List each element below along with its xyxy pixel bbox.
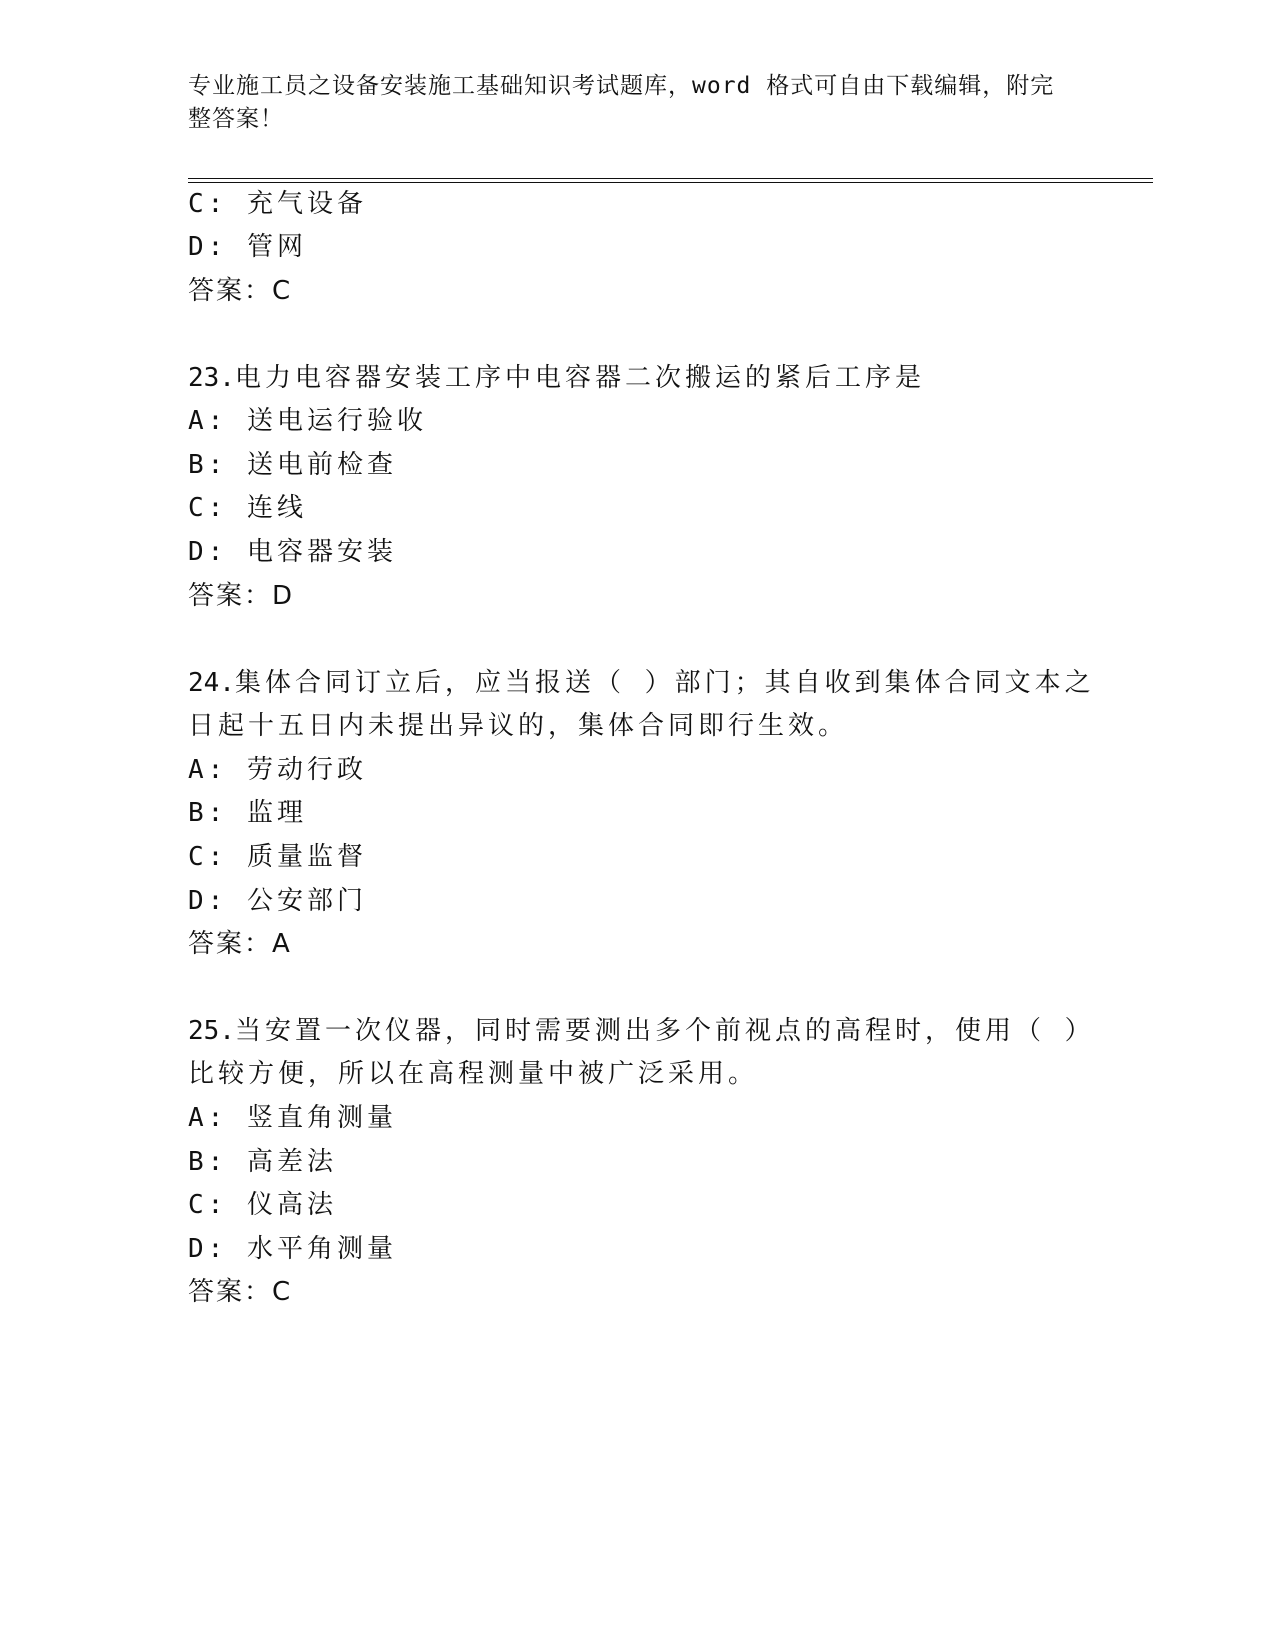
- question-25-option-b: [188, 1146, 337, 1178]
- answer-label: 答案：: [188, 1277, 273, 1307]
- question-line: 集体合同订立后，应当报送（ ）部门；其自收到集体合同文本之: [234, 668, 1095, 698]
- question-25-option-a: [188, 1102, 397, 1134]
- option-text: 监理: [246, 798, 307, 828]
- option-text: 竖直角测量: [246, 1103, 397, 1133]
- answer-label: 答案：: [188, 581, 273, 611]
- question-number: 25.: [188, 1016, 235, 1046]
- option-text: 连线: [246, 493, 307, 523]
- prev-option-c: [188, 188, 367, 220]
- answer-value: D: [272, 581, 295, 611]
- option-text: 电容器安装: [246, 537, 397, 567]
- option-label: B:: [188, 1147, 228, 1177]
- question-line: 比较方便，所以在高程测量中被广泛采用。: [188, 1059, 759, 1089]
- option-label: A:: [188, 406, 228, 436]
- answer-label: 答案：: [188, 929, 273, 959]
- option-label: B:: [188, 450, 228, 480]
- answer-label: 答案：: [188, 276, 273, 306]
- option-text: 充气设备: [246, 189, 367, 219]
- answer-value: C: [272, 1277, 293, 1307]
- option-text: 劳动行政: [246, 755, 367, 785]
- document-header: [188, 70, 1068, 136]
- question-25-text-cont: [188, 1058, 758, 1090]
- option-label: C:: [188, 493, 228, 523]
- question-23-answer: [188, 580, 294, 612]
- option-text: 送电前检查: [246, 450, 397, 480]
- question-24-option-d: [188, 885, 367, 917]
- question-25-option-d: [188, 1233, 397, 1265]
- question-24-option-b: [188, 797, 307, 829]
- question-24-option-c: [188, 841, 367, 873]
- question-25-text: [188, 1015, 1095, 1047]
- question-23-option-c: [188, 492, 307, 524]
- answer-value: A: [272, 929, 292, 959]
- option-label: D:: [188, 886, 228, 916]
- question-24-answer: [188, 928, 292, 960]
- question-number: 23.: [188, 363, 235, 393]
- question-24-option-a: [188, 754, 367, 786]
- option-label: D:: [188, 232, 228, 262]
- option-text: 仪高法: [246, 1190, 337, 1220]
- option-label: A:: [188, 755, 228, 785]
- question-line: 电力电容器安装工序中电容器二次搬运的紧后工序是: [234, 363, 925, 393]
- option-label: D:: [188, 537, 228, 567]
- question-24-text: [188, 667, 1095, 699]
- question-line: 当安置一次仪器，同时需要测出多个前视点的高程时，使用（ ）: [234, 1016, 1095, 1046]
- option-label: D:: [188, 1234, 228, 1264]
- question-line: 日起十五日内未提出异议的，集体合同即行生效。: [188, 711, 849, 741]
- option-label: C:: [188, 1190, 228, 1220]
- header-divider-bottom: [188, 182, 1153, 183]
- question-23-option-a: [188, 405, 427, 437]
- question-23-text: [188, 362, 925, 394]
- prev-option-d: [188, 231, 307, 263]
- prev-answer: [188, 275, 292, 307]
- header-line-2: 整答案！: [188, 106, 284, 132]
- header-divider-top: [188, 178, 1153, 179]
- option-label: C:: [188, 189, 228, 219]
- option-label: B:: [188, 798, 228, 828]
- option-label: A:: [188, 1103, 228, 1133]
- option-text: 送电运行验收: [246, 406, 427, 436]
- answer-value: C: [272, 276, 293, 306]
- option-text: 高差法: [246, 1147, 337, 1177]
- question-25-answer: [188, 1276, 292, 1308]
- option-text: 质量监督: [246, 842, 367, 872]
- option-text: 公安部门: [246, 886, 367, 916]
- option-text: 管网: [246, 232, 307, 262]
- header-line-1: 专业施工员之设备安装施工基础知识考试题库，word 格式可自由下载编辑，附完: [188, 73, 1055, 99]
- option-text: 水平角测量: [246, 1234, 397, 1264]
- question-number: 24.: [188, 668, 235, 698]
- question-23-option-d: [188, 536, 397, 568]
- question-23-option-b: [188, 449, 397, 481]
- question-25-option-c: [188, 1189, 337, 1221]
- question-24-text-cont: [188, 710, 848, 742]
- option-label: C:: [188, 842, 228, 872]
